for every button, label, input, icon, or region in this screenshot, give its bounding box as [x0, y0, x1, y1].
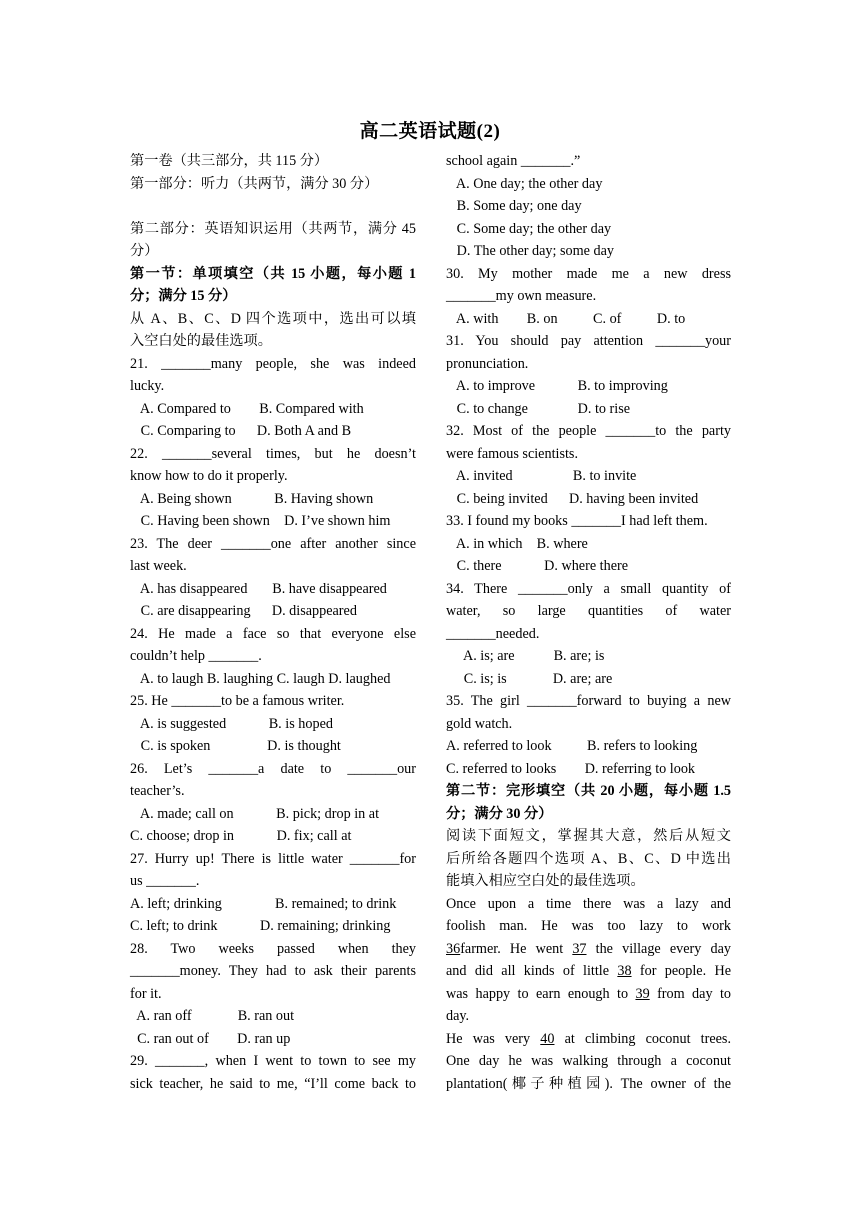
text-line: A. has disappeared B. have disappeared: [130, 580, 387, 597]
text-line: C. ran out of D. ran up: [130, 1030, 291, 1047]
text-line: _______my own measure.: [446, 288, 597, 304]
text-line: Once upon a time there was a lazy and: [446, 895, 731, 912]
text-line: A. Compared to B. Compared with: [130, 400, 364, 417]
text-line: pronunciation.: [446, 355, 529, 372]
text-line: [130, 195, 416, 218]
text-line: C. choose; drop in D. fix; call at: [130, 828, 352, 844]
text-line: _______needed.: [446, 625, 540, 642]
blank-number: 37: [572, 940, 587, 957]
text-line: 34. There _______only a small quantity of: [446, 580, 731, 597]
text-line: A. in which B. where: [446, 535, 588, 552]
text-line: 27. Hurry up! There is little water _______for: [130, 850, 416, 867]
text-line: water, so large quantities of water: [446, 603, 731, 619]
text-line: A. to improve B. to improving: [446, 378, 668, 394]
text-line: 后所给各题四个选项 A、B、C、D 中选出: [446, 850, 731, 867]
text-line: 第一节：单项填空（共 15 小题，每小题 1: [130, 265, 416, 282]
text-line: A. is suggested B. is hoped: [130, 715, 333, 732]
text-line: 分；满分 30 分）: [446, 805, 553, 822]
left-column: [130, 150, 416, 1095]
text-line: C. left; to drink D. remaining; drinking: [130, 918, 391, 934]
right-column: [446, 150, 731, 1095]
text-line: _______money. They had to ask their parents: [130, 963, 416, 979]
text-line: C. to change D. to rise: [446, 400, 631, 417]
text-line: 24. He made a face so that everyone else: [130, 625, 416, 642]
text-line: 第一卷（共三部分，共 115 分）: [130, 153, 329, 169]
text-line: 33. I found my books _______I had left them.: [446, 513, 708, 529]
text-line: C. there D. where there: [446, 558, 629, 574]
text-line: school again _______.”: [446, 153, 581, 169]
blank-number: 40: [540, 1030, 555, 1047]
text-line: 35. The girl _______forward to buying a new: [446, 693, 731, 709]
text-line: 29. _______, when I went to town to see my: [130, 1053, 416, 1069]
text-line: teacher’s.: [130, 783, 185, 799]
text-line: C. referred to looks D. referring to look: [446, 760, 696, 777]
blank-number: 36: [446, 940, 461, 957]
text-line: sick teacher, he said to me, “I’ll come back to: [130, 1075, 416, 1092]
text-line: C. Having been shown D. I’ve shown him: [130, 513, 391, 529]
text-line: were famous scientists.: [446, 445, 578, 462]
text-line: 第二部分：英语知识运用（共两节，满分 45: [130, 220, 416, 237]
text-line: 21. _______many people, she was indeed: [130, 355, 416, 372]
blank-number: 39: [635, 985, 650, 1002]
text-line: lucky.: [130, 378, 165, 394]
text-line: couldn’t help _______.: [130, 648, 262, 664]
text-line: 第二节：完形填空（共 20 小题，每小题 1.5: [446, 783, 731, 799]
text-line: 25. He _______to be a famous writer.: [130, 693, 345, 709]
text-line: A. to laugh B. laughing C. laugh D. laughed: [130, 670, 391, 687]
text-line: A. One day; the other day: [446, 175, 603, 192]
text-line: 28. Two weeks passed when they: [130, 940, 416, 957]
text-line: 32. Most of the people _______to the party: [446, 423, 731, 439]
text-line: A. made; call on B. pick; drop in at: [130, 805, 380, 822]
text-line: 23. The deer _______one after another since: [130, 535, 416, 552]
text-line: 第一部分：听力（共两节，满分 30 分）: [130, 175, 379, 192]
text-line: 30. My mother made me a new dress: [446, 265, 731, 282]
text-line: B. Some day; one day: [446, 198, 582, 214]
text-line: for it.: [130, 985, 162, 1002]
text-line: 22. _______several times, but he doesn’t: [130, 445, 416, 462]
text-line: A. referred to look B. refers to looking: [446, 738, 698, 754]
text-line: A. ran off B. ran out: [130, 1008, 295, 1024]
text-line: 31. You should pay attention _______your: [446, 333, 731, 349]
text-line: One day he was walking through a coconut: [446, 1053, 731, 1069]
text-line: D. The other day; some day: [446, 243, 614, 259]
text-line: A. is; are B. are; is: [446, 648, 605, 664]
text-line: know how to do it properly.: [130, 468, 288, 484]
text-line: 26. Let’s _______a date to _______our: [130, 760, 416, 777]
text-line: A. left; drinking B. remained; to drink: [130, 895, 397, 912]
blank-number: 38: [617, 963, 632, 979]
text-line: and did all kinds of little 38 for people. He: [446, 963, 731, 979]
text-line: was happy to earn enough to 39 from day to: [446, 985, 731, 1002]
text-line: day.: [446, 1008, 470, 1024]
text-line: us _______.: [130, 873, 200, 889]
text-line: He was very 40 at climbing coconut trees.: [446, 1030, 731, 1047]
text-line: 从 A、B、C、D 四个选项中，选出可以填: [130, 310, 416, 327]
text-line: 阅读下面短文，掌握其大意，然后从短文: [446, 828, 731, 844]
text-line: 入空白处的最佳选项。: [130, 333, 272, 349]
text-line: C. is spoken D. is thought: [130, 738, 341, 754]
text-line: plantation(椰子种植园). The owner of the: [446, 1075, 731, 1092]
text-line: gold watch.: [446, 715, 513, 732]
text-line: C. is; is D. are; are: [446, 670, 613, 687]
page-title: 高二英语试题(2): [359, 121, 501, 142]
text-line: A. invited B. to invite: [446, 468, 637, 484]
text-line: 分；满分 15 分）: [130, 288, 237, 304]
text-line: C. being invited D. having been invited: [446, 490, 699, 507]
text-line: C. Some day; the other day: [446, 220, 612, 237]
text-line: last week.: [130, 558, 187, 574]
text-line: A. Being shown B. Having shown: [130, 490, 374, 507]
text-line: foolish man. He was too lazy to work: [446, 918, 731, 934]
text-line: 36farmer. He went 37 the village every day: [446, 940, 731, 957]
text-line: A. with B. on C. of D. to: [446, 310, 686, 327]
text-line: 分）: [130, 243, 159, 259]
text-line: C. are disappearing D. disappeared: [130, 603, 357, 619]
text-line: C. Comparing to D. Both A and B: [130, 423, 352, 439]
text-line: 能填入相应空白处的最佳选项。: [446, 873, 645, 889]
